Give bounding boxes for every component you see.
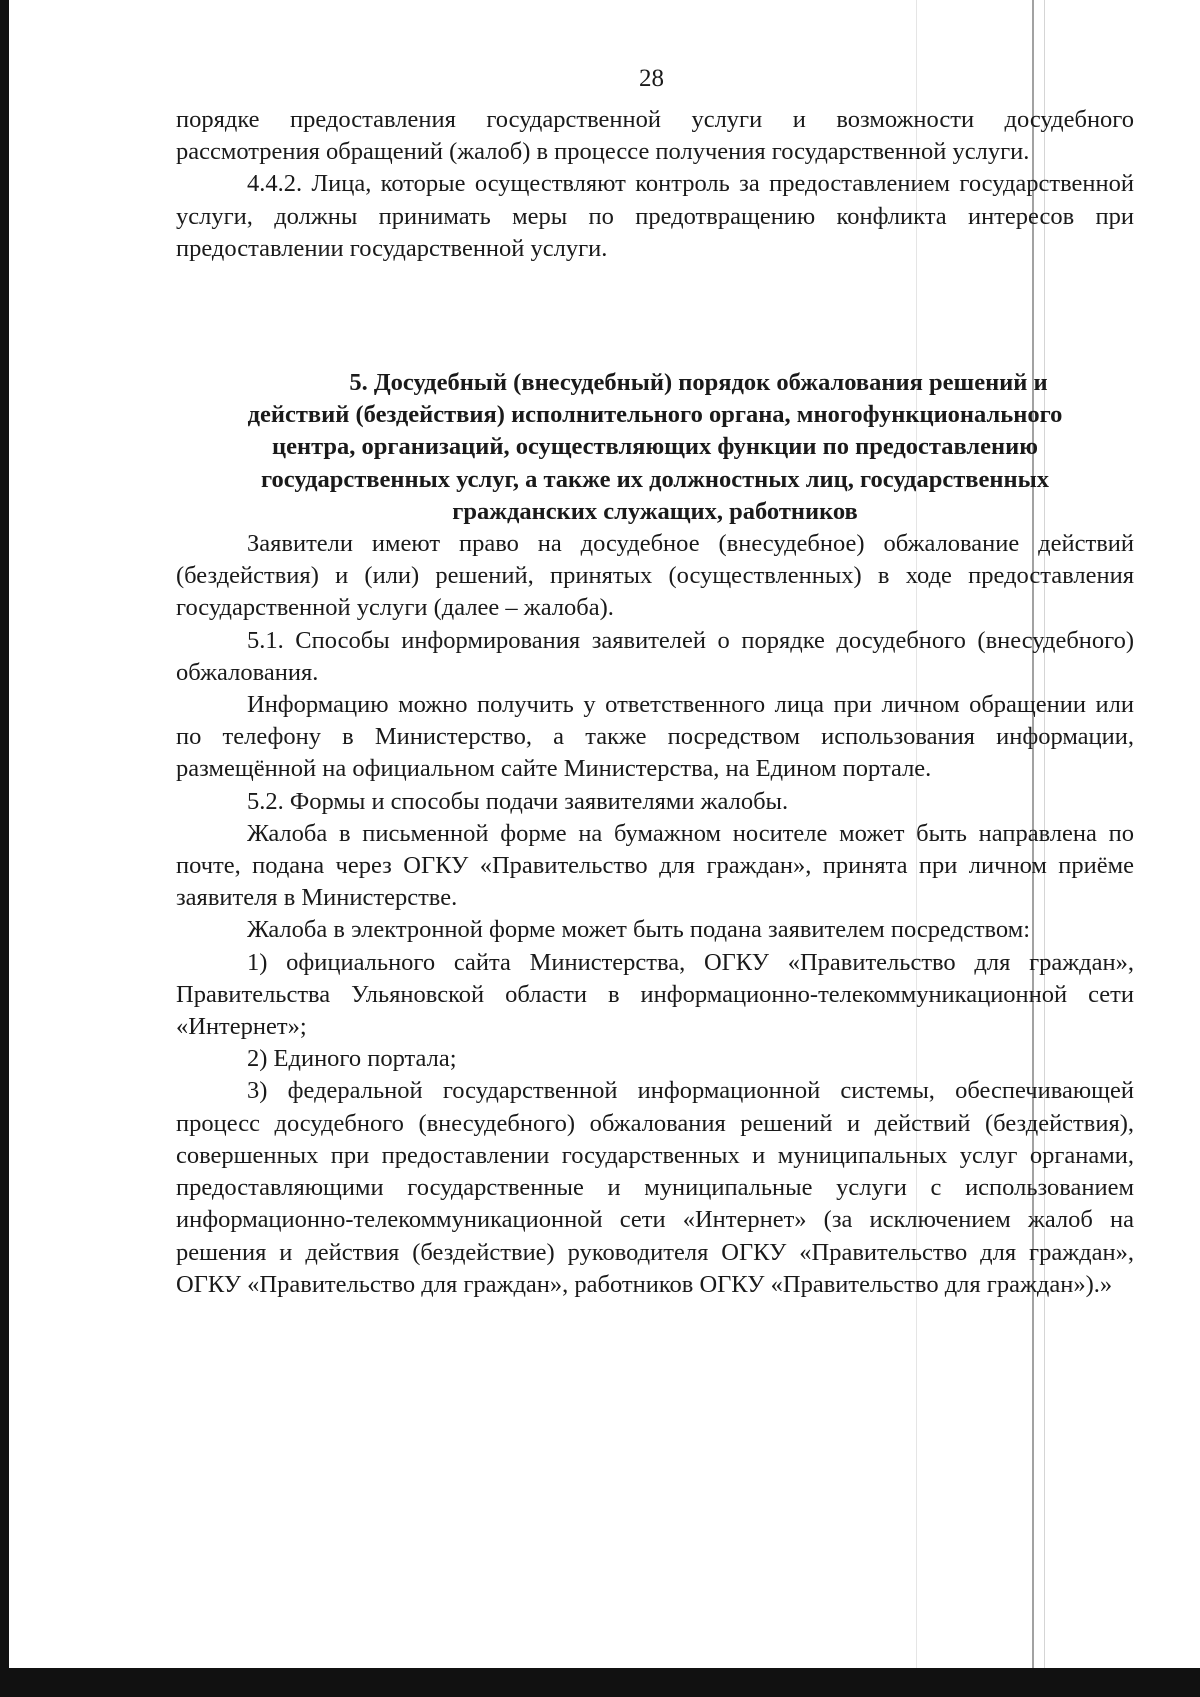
section-spacer [176,265,1134,367]
document-body [176,104,1134,1301]
scan-border-bottom [0,1668,1200,1697]
heading-line: действий (бездействия) исполнительного органа, многофункционального [247,401,1063,429]
heading-line: государственных услуг, а также их должностных лиц, государственных [261,465,1049,493]
heading-line: 5. Досудебный (внесудебный) порядок обжалования решений и [349,369,1048,397]
page-number: 28 [639,65,664,92]
paragraph: 5.2. Формы и способы подачи заявителями жалобы. [247,787,789,815]
list-item: 2) Единого портала; [247,1045,457,1073]
list-item: 3) федеральной государственной информационной системы, обеспечивающей процесс досудебного (внесудебного) обжалования решений и действий (бездействия), совершенных при предоставлении государственных и муниципальных услуг органами, предоставляющими государственные и муниципальные услуги с использованием информационно-телекоммуникационной сети «Интернет» (за исключением жалоб на решения и действия (бездействие) руководителя ОГКУ «Правительство для граждан», ОГКУ «Правительство для граждан», работников ОГКУ «Правительство для граждан»).» [176,1077,1134,1298]
paragraph: Заявители имеют право на досудебное (внесудебное) обжалование действий (бездействия) и (или) решений, принятых (осуществленных) в ходе предоставления государственной услуги (далее – жалоба). [176,530,1134,622]
paragraph: Жалоба в электронной форме может быть подана заявителем посредством: [247,916,1031,944]
paragraph: 4.4.2. Лица, которые осуществляют контроль за предоставлением государственной услуги, должны принимать меры по предотвращению конфликта интересов при предоставлении государственной услуги. [176,170,1134,262]
paragraph: 5.1. Способы информирования заявителей о порядке досудебного (внесудебного) обжалования. [176,626,1134,686]
list-item: 1) официального сайта Министерства, ОГКУ «Правительство для граждан», Правительства Ульяновской области в информационно-телекоммуникационной сети «Интернет»; [176,948,1134,1041]
heading-line: центра, организаций, осуществляющих функции по предоставлению [271,433,1039,461]
paragraph: Информацию можно получить у ответственного лица при личном обращении или по телефону в Министерство, а также посредством использования информации, размещённой на официальном сайте Министерства, на Едином портале. [176,691,1134,783]
paragraph: порядке предоставления государственной услуги и возможности досудебного рассмотрения обращений (жалоб) в процессе получения государственной услуги. [176,106,1134,166]
section-heading [176,367,1134,528]
paragraph: Жалоба в письменной форме на бумажном носителе может быть направлена по почте, подана через ОГКУ «Правительство для граждан», принята при личном приёме заявителя в Министерстве. [176,819,1134,912]
scan-border-left [0,0,9,1697]
heading-line: гражданских служащих, работников [452,497,858,525]
